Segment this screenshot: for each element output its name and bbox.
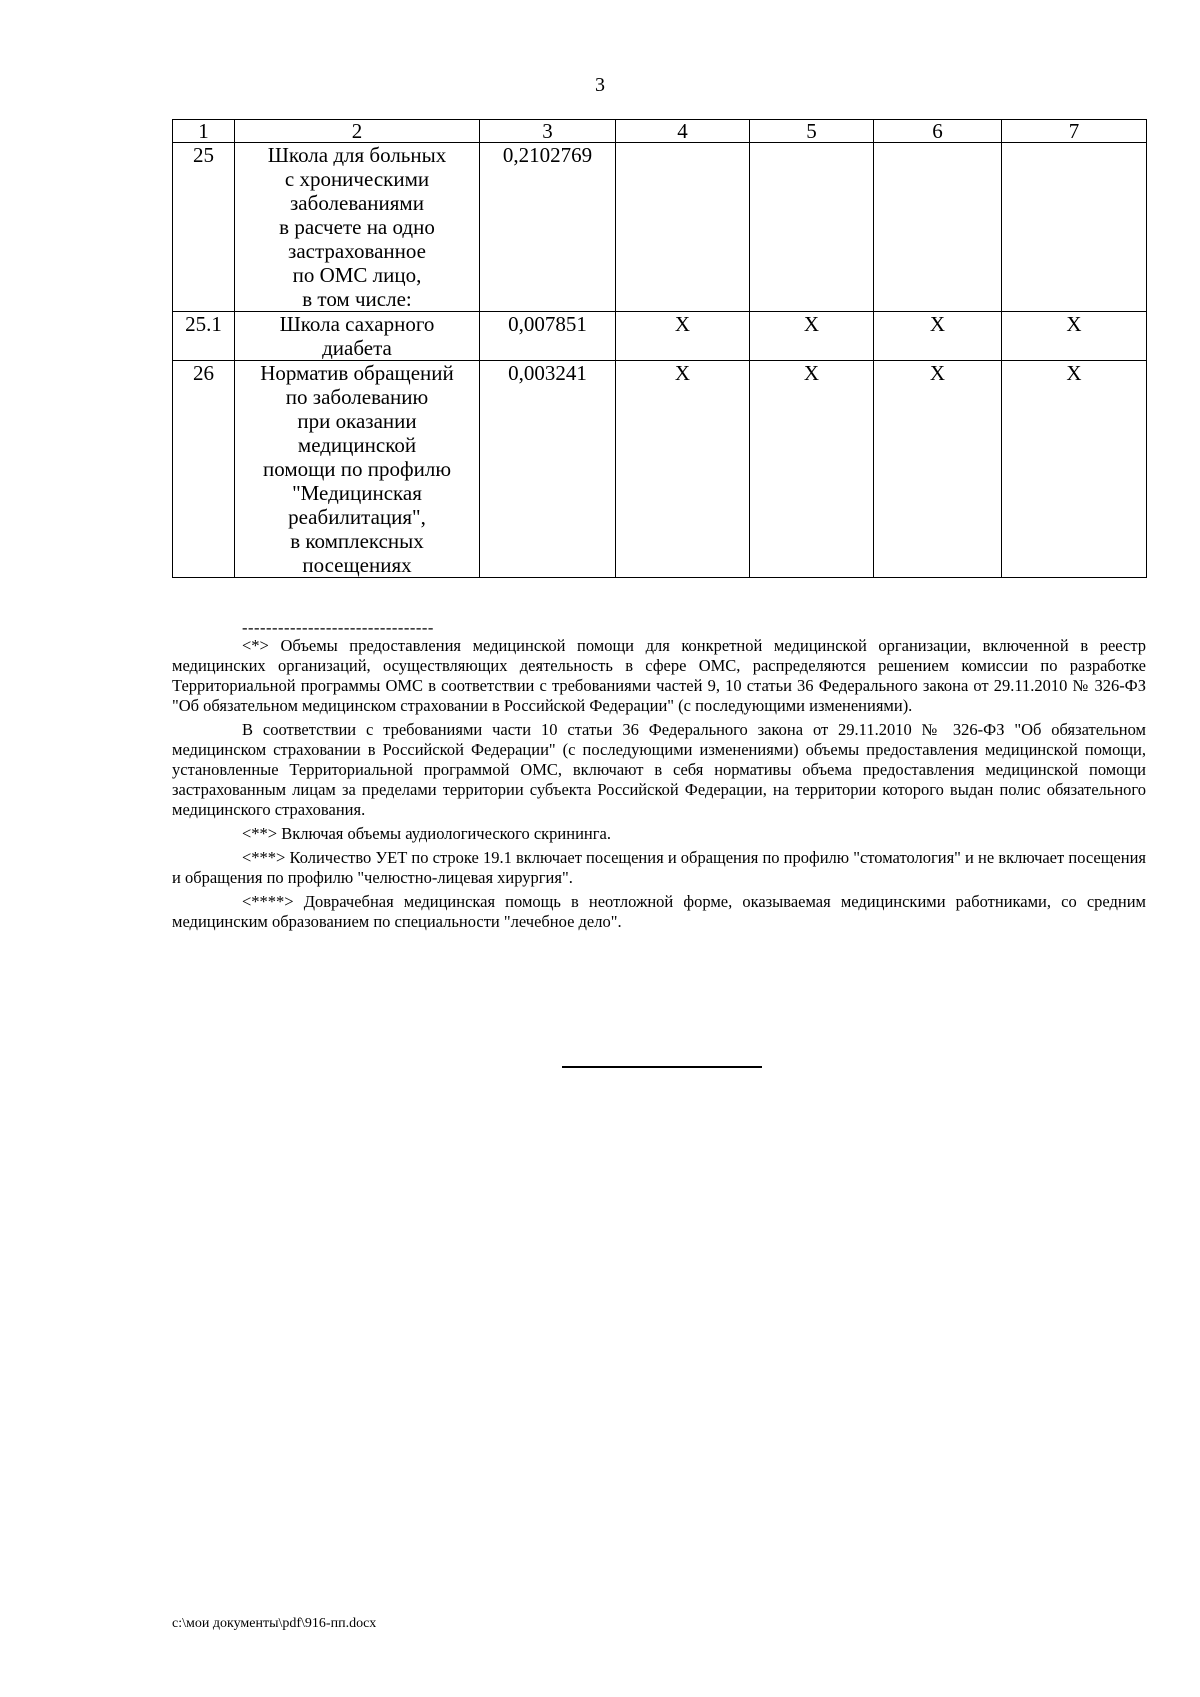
- footnote-paragraph: В соответствии с требованиями части 10 статьи 36 Федерального закона от 29.11.2010 № 326-ФЗ "Об обязательном медицинском страховании в Российской Федерации" (с последующими изменениями) объемы предоставления медицинской помощи, установленные Территориальной программой ОМС, включают в себя нормативы объема предоставления медицинской помощи застрахованным лицам за пределами территории субъекта Российской Федерации, на территории которого выдан полис обязательного медицинского страхования.: [172, 720, 1146, 819]
- row-value: 0,003241: [480, 361, 616, 578]
- norms-table: [172, 119, 1147, 578]
- row-name: Школа сахарного диабета: [235, 312, 480, 361]
- header-cell: 2: [235, 120, 480, 143]
- row-cell: [874, 143, 1002, 312]
- row-number: 26: [173, 361, 235, 578]
- table-header-row: [173, 120, 1147, 143]
- row-name: Норматив обращений по заболеванию при оказании медицинской помощи по профилю "Медицинская реабилитация", в комплексных посещениях: [235, 361, 480, 578]
- row-number: 25.1: [173, 312, 235, 361]
- row-name: Школа для больных с хроническими заболеваниями в расчете на одно застрахованное по ОМС лицо, в том числе:: [235, 143, 480, 312]
- page-number: 3: [595, 74, 605, 96]
- row-cell: X: [616, 361, 750, 578]
- row-cell: X: [1002, 361, 1147, 578]
- header-cell: 6: [874, 120, 1002, 143]
- header-cell: 1: [173, 120, 235, 143]
- row-value: 0,007851: [480, 312, 616, 361]
- footnote-paragraph: <*> Объемы предоставления медицинской помощи для конкретной медицинской организации, включенной в реестр медицинских организаций, осуществляющих деятельность в сфере ОМС, распределяются решением комиссии по разработке Территориальной программы ОМС в соответствии с требованиями частей 9, 10 статьи 36 Федерального закона от 29.11.2010 № 326-ФЗ "Об обязательном медицинском страховании в Российской Федерации" (с последующими изменениями).: [172, 636, 1146, 715]
- header-cell: 7: [1002, 120, 1147, 143]
- row-cell: [616, 143, 750, 312]
- row-value: 0,2102769: [480, 143, 616, 312]
- footnote-paragraph: <***> Количество УЕТ по строке 19.1 включает посещения и обращения по профилю "стоматология" и не включает посещения и обращения по профилю "челюстно-лицевая хирургия".: [172, 848, 1146, 887]
- footnotes: [172, 620, 1146, 936]
- row-cell: X: [750, 361, 874, 578]
- header-cell: 5: [750, 120, 874, 143]
- table-row: [173, 361, 1147, 578]
- row-cell: [1002, 143, 1147, 312]
- footnote-paragraph: <****> Доврачебная медицинская помощь в неотложной форме, оказываемая медицинскими работниками, со средним медицинским образованием по специальности "лечебное дело".: [172, 892, 1146, 931]
- file-path: c:\мои документы\pdf\916-пп.docx: [172, 1616, 377, 1631]
- row-cell: X: [874, 312, 1002, 361]
- footnote-separator: --------------------------------: [242, 618, 434, 637]
- row-cell: X: [1002, 312, 1147, 361]
- table-row: [173, 143, 1147, 312]
- table-row: [173, 312, 1147, 361]
- footnote-paragraph: <**> Включая объемы аудиологического скрининга.: [242, 824, 611, 843]
- row-cell: X: [616, 312, 750, 361]
- row-number: 25: [173, 143, 235, 312]
- end-divider: [562, 1066, 762, 1068]
- row-cell: X: [750, 312, 874, 361]
- header-cell: 4: [616, 120, 750, 143]
- row-cell: [750, 143, 874, 312]
- header-cell: 3: [480, 120, 616, 143]
- row-cell: X: [874, 361, 1002, 578]
